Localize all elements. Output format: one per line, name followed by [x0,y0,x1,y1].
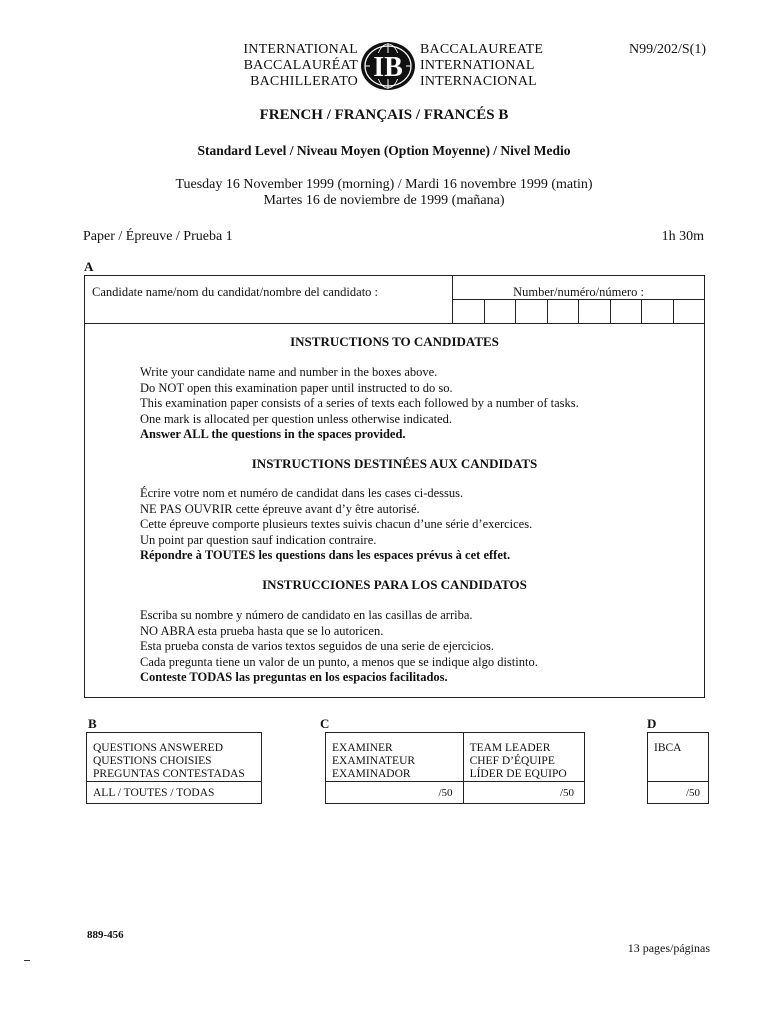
team-leader-line: TEAM LEADER [469,742,551,754]
questions-answered-line: PREGUNTAS CONTESTADAS [93,768,245,780]
candidate-name-field[interactable] [85,276,453,324]
section-a-label: A [84,259,94,274]
number-digit-box[interactable] [611,300,643,324]
instruction-line: Écrire votre nom et numéro de candidat dans les cases ci-dessus. [140,486,464,500]
number-digit-box[interactable] [485,300,517,324]
section-d-label: D [647,716,657,731]
instruction-line: Write your candidate name and number in the boxes above. [140,365,438,379]
instruction-line: Esta prueba consta de varios textos seguidos de una serie de ejercicios. [140,639,495,654]
number-digit-box[interactable] [548,300,580,324]
section-d-table [647,732,709,804]
examiner-score-total: /50 [438,787,453,799]
header-right-line: INTERNATIONAL [420,58,535,73]
section-b-table [86,732,262,804]
footer-code: 889-456 [87,929,124,941]
exam-date-line-2: Martes 16 de noviembre de 1999 (mañana) [263,193,505,208]
team-leader-score-total: /50 [559,787,574,799]
team-leader-score-field[interactable] [463,782,584,804]
instruction-line: Cette épreuve comporte plusieurs textes suivis chacun d’une série d’exercices. [140,517,533,532]
paper-number: Paper / Épreuve / Prueba 1 [83,229,233,244]
candidate-number-label: Number/numéro/número : [513,285,644,299]
candidate-number-field [453,276,704,324]
paper-code: N99/202/S(1) [629,42,706,57]
instruction-line: One mark is allocated per question unless otherwise indicated. [140,411,453,426]
instruction-line: NO ABRA esta prueba hasta que se lo autoricen. [140,623,384,638]
number-digit-box[interactable] [642,300,674,324]
number-digit-box[interactable] [579,300,611,324]
header-right-line: BACCALAUREATE [420,42,544,57]
instruction-line: NE PAS OUVRIR cette épreuve avant d’y être autorisé. [140,501,420,516]
ibca-cell [648,733,709,782]
ibca-score-total: /50 [685,787,700,799]
examiner-line: EXAMINATEUR [332,755,416,767]
instructions-fr-list [140,486,532,564]
examiner-cell [326,733,464,782]
examiner-line: EXAMINADOR [332,768,411,780]
team-leader-line: CHEF D’ÉQUIPE [469,755,555,767]
instruction-line: Cada pregunta tiene un valor de un punto, a menos que se indique algo distinto. [140,654,538,669]
level-title: Standard Level / Niveau Moyen (Option Moyenne) / Nivel Medio [197,143,571,158]
team-leader-line: LÍDER DE EQUIPO [469,768,567,780]
questions-answered-line: QUESTIONS ANSWERED [93,742,224,754]
section-c-label: C [320,716,330,731]
instruction-line: Un point par question sauf indication contraire. [140,532,377,547]
instructions-en-list [140,365,579,443]
ib-logo [359,40,417,92]
all-questions-label: ALL / TOUTES / TODAS [93,787,215,799]
page-count: 13 pages/páginas [627,941,710,955]
examiner-score-field[interactable] [326,782,464,804]
instructions-fr-title: INSTRUCTIONS DESTINÉES AUX CANDIDATS [251,456,538,471]
header-right-block [420,42,580,90]
section-b-label: B [88,716,97,731]
instructions-en-title: INSTRUCTIONS TO CANDIDATES [290,334,499,349]
section-c-table [325,732,585,804]
instruction-line-bold: Answer ALL the questions in the spaces provided. [140,427,406,442]
number-digit-box[interactable] [453,300,485,324]
exam-date-line-1: Tuesday 16 November 1999 (morning) / Mardi 16 novembre 1999 (matin) [175,177,593,192]
questions-answered-line: QUESTIONS CHOISIES [93,755,212,767]
ib-logo-text: IB [373,52,403,83]
header-left-line: BACCALAURÉAT [243,58,358,73]
number-digit-box[interactable] [516,300,548,324]
team-leader-cell [463,733,584,782]
ibca-score-field[interactable] [648,782,709,804]
header-left-block [200,42,358,90]
candidate-name-label: Candidate name/nom du candidat/nombre del candidato : [92,285,379,299]
examiner-line: EXAMINER [332,742,393,754]
exam-duration: 1h 30m [661,229,704,244]
all-questions-cell [87,782,262,804]
section-a-box [84,275,705,698]
candidate-number-boxes [453,299,704,324]
header-left-line: INTERNATIONAL [243,42,358,57]
header-right-line: INTERNACIONAL [420,74,537,89]
instructions-es-title: INSTRUCCIONES PARA LOS CANDIDATOS [262,577,527,592]
instruction-line-bold: Répondre à TOUTES les questions dans les espaces prévus à cet effet. [140,548,511,563]
instruction-line: Escriba su nombre y número de candidato en las casillas de arriba. [140,608,473,622]
ibca-label: IBCA [654,742,682,754]
instruction-line-bold: Conteste TODAS las preguntas en los espacios facilitados. [140,670,448,685]
header-left-line: BACHILLERATO [250,74,358,89]
instruction-line: This examination paper consists of a series of texts each followed by a number of tasks. [140,396,579,411]
instruction-line: Do NOT open this examination paper until instructed to do so. [140,380,453,395]
number-digit-box[interactable] [674,300,705,324]
subject-title: FRENCH / FRANÇAIS / FRANCÉS B [259,107,509,123]
questions-answered-cell [87,733,262,782]
margin-mark [24,960,30,961]
instructions-es-list [140,608,538,686]
